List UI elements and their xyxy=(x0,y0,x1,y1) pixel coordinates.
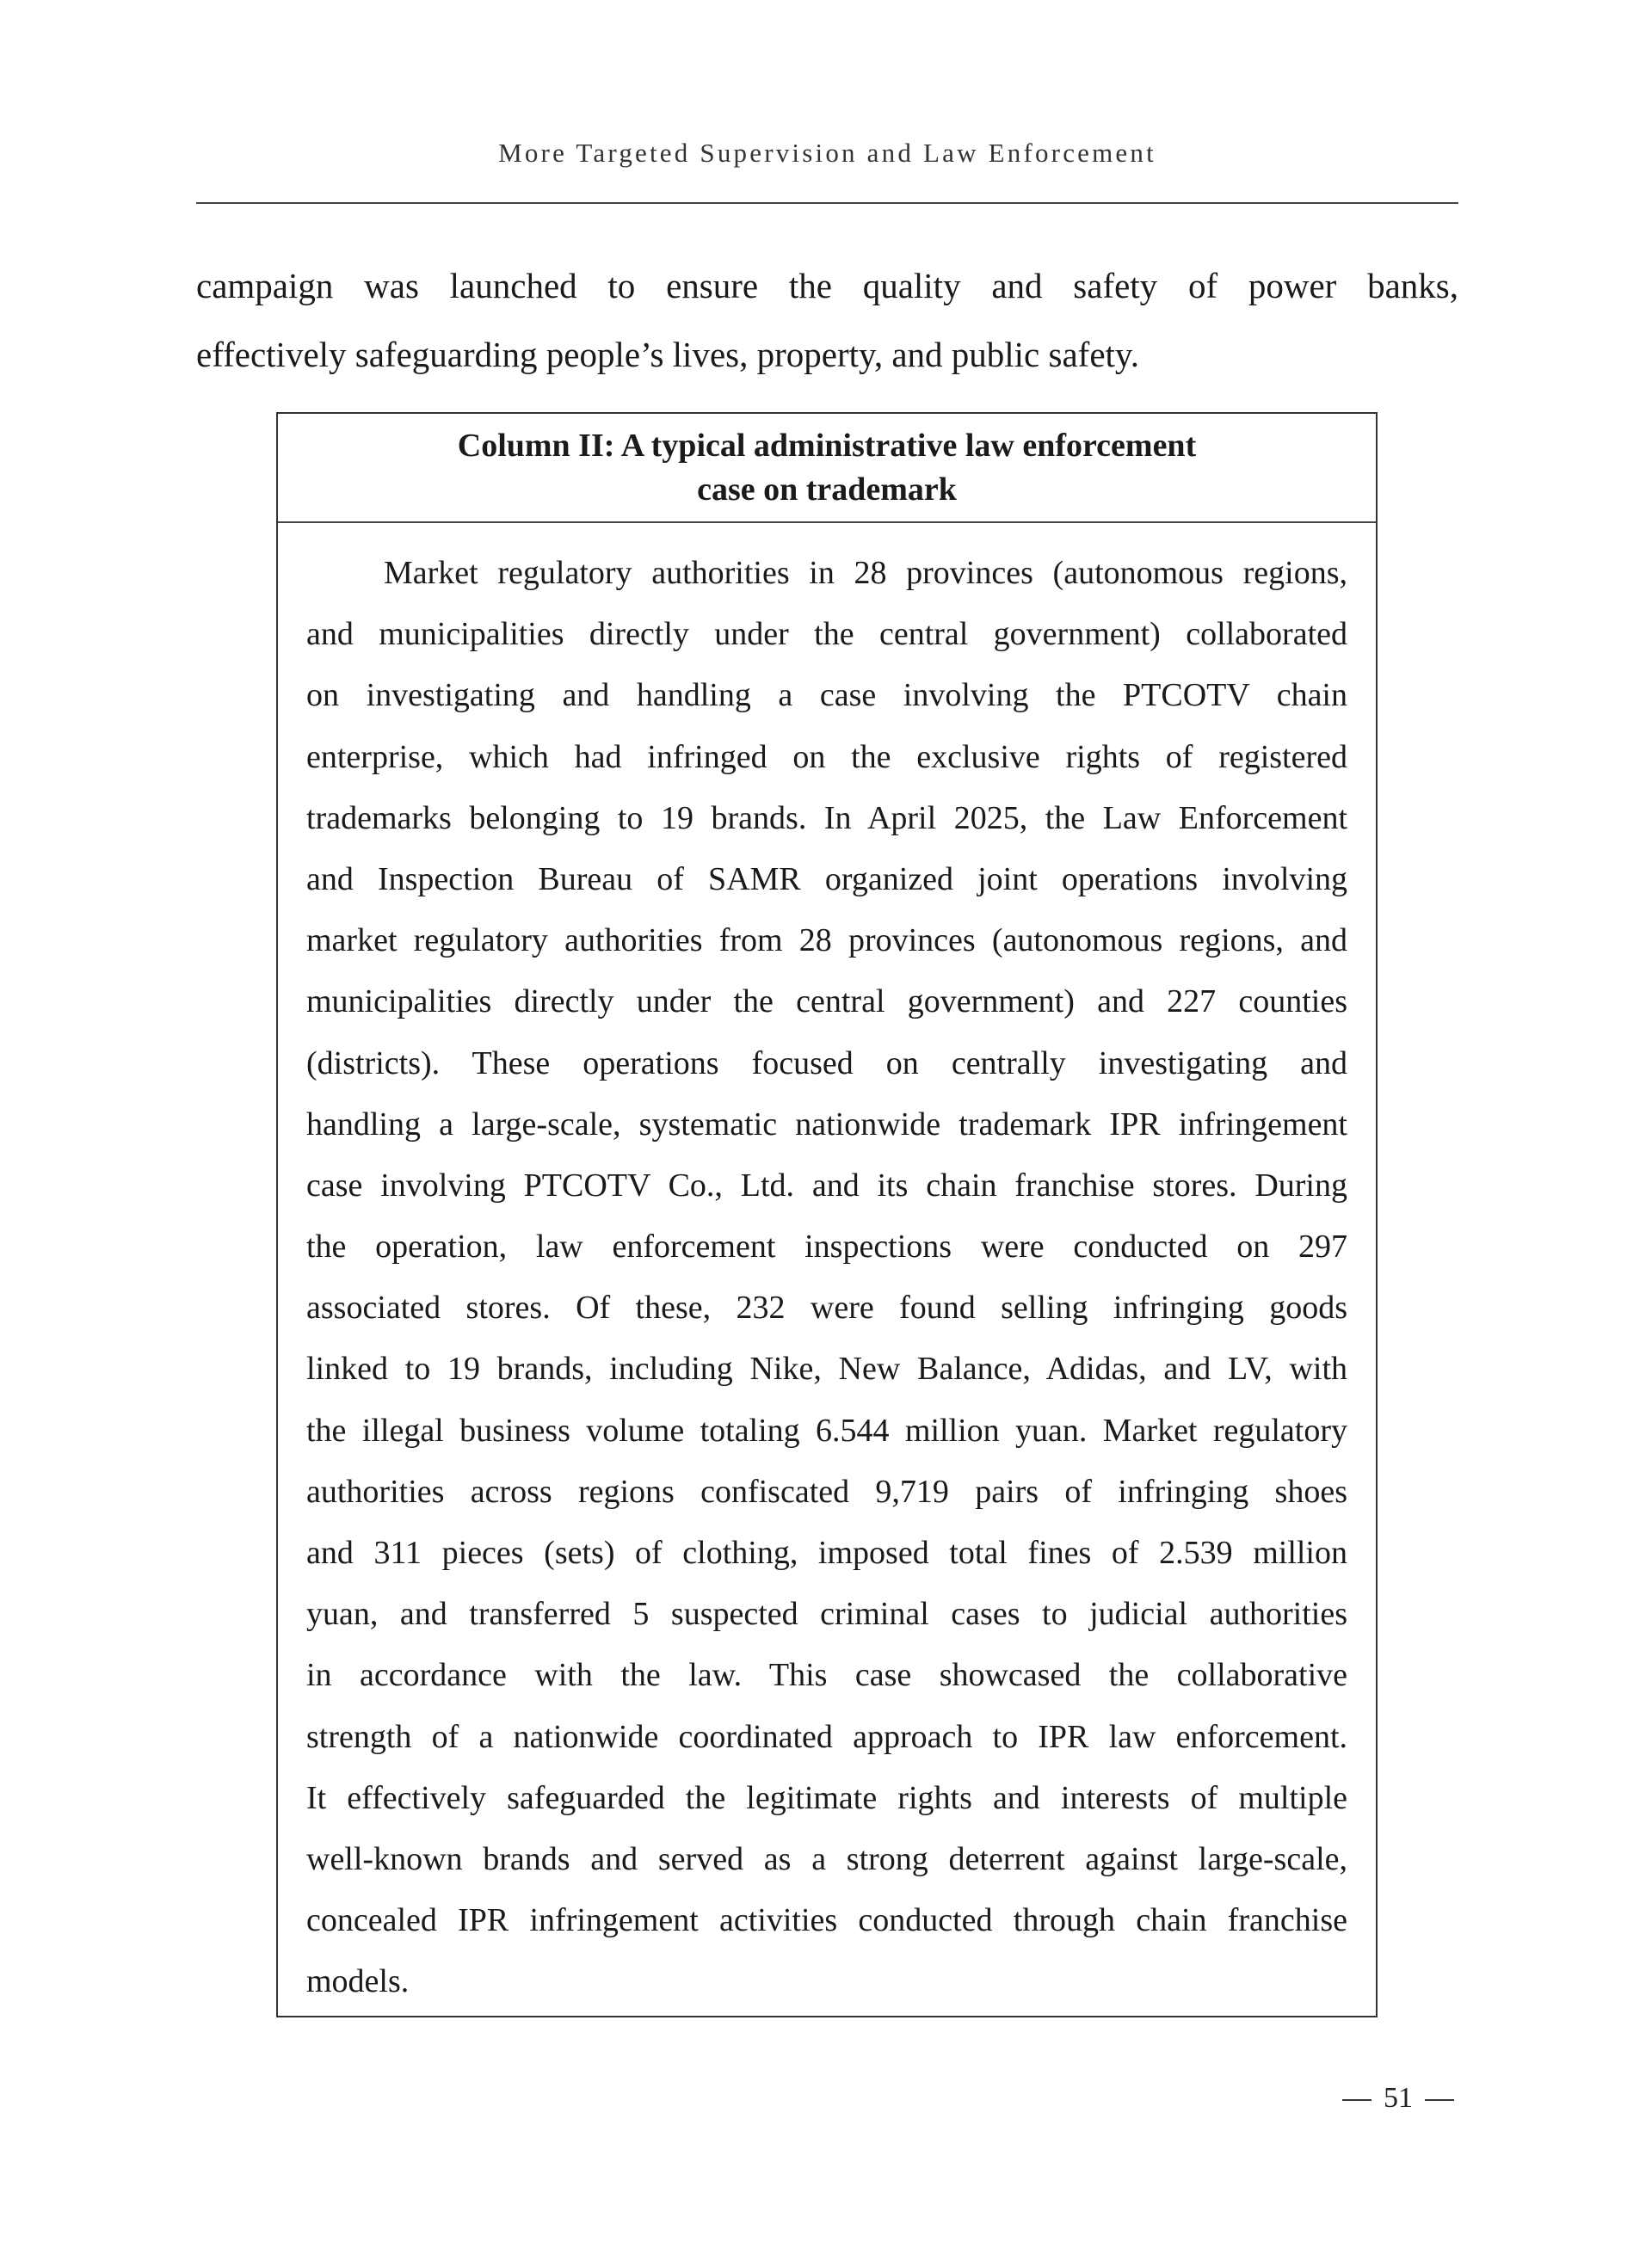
column-box-paragraph xyxy=(306,543,1347,2013)
paragraph-line: yuan, and transferred 5 suspected criminal cases to judicial authorities xyxy=(306,1596,1347,1633)
paragraph-line: municipalities directly under the central government) and 227 counties xyxy=(306,983,1347,1020)
column-title-line: Column II: A typical administrative law enforcement xyxy=(457,428,1197,464)
paragraph-line: It effectively safeguarded the legitimate rights and interests of multiple xyxy=(306,1779,1347,1816)
paragraph-line: (districts). These operations focused on centrally investigating and xyxy=(306,1044,1347,1081)
paragraph-line: case involving PTCOTV Co., Ltd. and its chain franchise stores. During xyxy=(306,1167,1347,1204)
paragraph-line: handling a large-scale, systematic nationwide trademark IPR infringement xyxy=(306,1106,1347,1143)
paragraph-line: in accordance with the law. This case showcased the collaborative xyxy=(306,1657,1347,1694)
paragraph-line: the operation, law enforcement inspections were conducted on 297 xyxy=(306,1229,1347,1266)
body-line: effectively safeguarding people’s lives, property, and public safety. xyxy=(196,335,1139,374)
header-rule xyxy=(196,202,1458,204)
paragraph-line: enterprise, which had infringed on the exclusive rights of registered xyxy=(306,738,1347,775)
paragraph-line: and 311 pieces (sets) of clothing, imposed total fines of 2.539 million xyxy=(306,1535,1347,1571)
paragraph-line: and Inspection Bureau of SAMR organized joint operations involving xyxy=(306,860,1347,897)
paragraph-line: the illegal business volume totaling 6.544 million yuan. Market regulatory xyxy=(306,1412,1347,1449)
paragraph-line: market regulatory authorities from 28 provinces (autonomous regions, and xyxy=(306,922,1347,959)
column-box xyxy=(276,412,1378,2017)
body-line: campaign was launched to ensure the quality and safety of power banks, xyxy=(196,266,1458,305)
paragraph-line: linked to 19 brands, including Nike, New Balance, Adidas, and LV, with xyxy=(306,1351,1347,1388)
paragraph-line: Market regulatory authorities in 28 provinces (autonomous regions, xyxy=(384,555,1347,591)
column-title-line: case on trademark xyxy=(697,471,957,508)
paragraph-line: associated stores. Of these, 232 were found selling infringing goods xyxy=(306,1290,1347,1327)
paragraph-line: well-known brands and served as a strong deterrent against large-scale, xyxy=(306,1840,1347,1877)
body-paragraph xyxy=(196,251,1458,389)
page-number-dash-right xyxy=(1425,2099,1454,2101)
page-number-dash-left xyxy=(1342,2099,1372,2101)
paragraph-line: authorities across regions confiscated 9,719 pairs of infringing shoes xyxy=(306,1473,1347,1510)
paragraph-line: concealed IPR infringement activities conducted through chain franchise xyxy=(306,1902,1347,1939)
page-number xyxy=(1325,2082,1471,2115)
running-header: More Targeted Supervision and Law Enforcement xyxy=(498,138,1156,168)
page-number-value: 51 xyxy=(1384,2082,1413,2114)
paragraph-line: trademarks belonging to 19 brands. In April 2025, the Law Enforcement xyxy=(306,799,1347,836)
paragraph-line: strength of a nationwide coordinated approach to IPR law enforcement. xyxy=(306,1718,1347,1755)
column-box-title xyxy=(278,414,1376,523)
paragraph-line: models. xyxy=(306,1963,410,2000)
paragraph-line: on investigating and handling a case involving the PTCOTV chain xyxy=(306,677,1347,714)
paragraph-line: and municipalities directly under the central government) collaborated xyxy=(306,616,1347,653)
